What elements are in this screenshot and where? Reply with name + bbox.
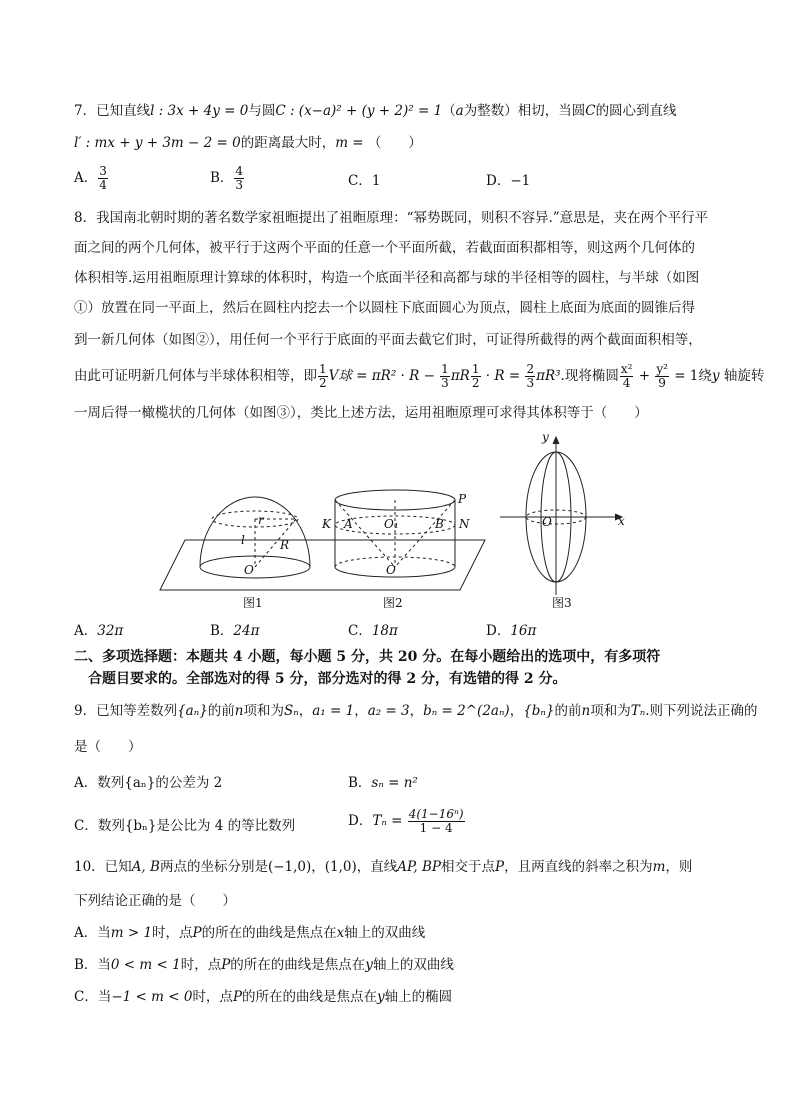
q7-text: 的圆心到直线 [595,103,677,119]
option-value: −1 [510,173,531,189]
q7-text: （ [442,103,456,119]
q9-math: Sₙ [284,703,299,719]
q10-math: m > 1 [110,925,153,941]
q7-line-l: l : 3x + 4y = 0 [150,103,249,119]
q8-line-4: ①）放置在同一平面上，然后在圆柱内挖去一个以圆柱下底面圆心为顶点，圆柱上底面为底面的圆锥后得 [74,300,695,316]
q7-var-m: m [335,135,349,151]
q10-math: 0 < m < 1 [110,957,181,973]
denominator: 1 − 4 [419,821,453,835]
q10-math: A, B [131,859,160,875]
q8-math: πR [450,368,470,384]
fig2-label-N: N [459,517,470,531]
option-value: 16π [510,623,537,639]
q10-text: 相交于点 [440,859,495,875]
q9-text: ， [298,703,313,719]
q10-math: P [232,989,243,1005]
fig3-caption: 图3 [552,596,572,610]
numerator: y² [656,362,668,376]
q7-stem-line2 [74,133,422,153]
fig2-label-A: A [344,517,353,531]
q10-option-b[interactable] [74,955,454,975]
q10-text: 时，点 [152,925,193,941]
denominator: 3 [526,376,535,390]
q8-line-3: 体积相等.运用祖暅原理计算球的体积时，构造一个底面半径和高都与球的半径相等的圆柱，与半球（如图 [74,270,700,286]
fig2-label-P: P [458,492,467,506]
q10-text: A．当 [74,925,111,941]
option-label: A． [74,170,98,186]
fig1-caption: 图1 [243,596,263,610]
q8-line-5: 到一新几何体（如图②），用任何一个平行于底面的平面去截它们时，可证得所截得的两个截面面积相等， [74,332,702,348]
q9-math: n [581,703,591,719]
fig1-hemisphere [200,497,310,578]
numerator: 1 [441,362,449,376]
option-label: D． [486,623,511,639]
numerator: 1 [319,362,327,376]
q8-line-7: 一周后得一橄榄状的几何体（如图③），类比上述方法，运用祖暅原理可求得其体积等于（ ） [74,405,648,421]
q9-math: a₂ = 3 [367,703,410,719]
q10-text: 的所在的曲线是焦点在 [242,989,378,1005]
q7-stem-line1 [74,101,677,121]
q8-text: 轴旋转 [719,368,765,384]
denominator: 2 [471,376,480,390]
q8-line-6 [74,362,764,390]
q10-text: 两点的坐标分别是 [159,859,268,875]
denominator: 4 [622,376,631,390]
q8-math: · R = [481,368,525,384]
q10-math: P [221,957,231,973]
q10-option-a[interactable] [74,923,425,943]
q10-text: B．当 [74,957,111,973]
q7-text: 7．已知直线 [74,103,151,119]
q9-text: ， [509,703,524,719]
option-label: B． [210,170,234,186]
q8-option-a[interactable] [74,621,123,641]
q9-math: bₙ = 2^(2aₙ) [423,703,510,719]
q8-text: 由此可证明新几何体与半球体积相等，即 [74,368,317,384]
q10-math: y [365,957,373,973]
base-plane [160,540,485,590]
option-value: 32π [97,623,124,639]
numerator: 4 [235,164,244,178]
q10-text: ，则 [665,859,693,875]
q9-math: {aₙ} [177,703,208,719]
q9-option-c[interactable]: C．数列{bₙ}是公比为 4 的等比数列 [74,818,296,834]
fraction [471,363,481,390]
q10-text: 时，点 [192,989,233,1005]
q7-option-a[interactable] [74,165,109,192]
numerator: x² [620,362,633,376]
q9-text: 的前 [554,703,582,719]
option-label: B． [210,623,234,639]
q9-text: .则下列说法正确的 [645,703,758,719]
q8-math: = πR² · R − [351,368,440,384]
q10-math: y [377,989,385,1005]
q9-math: {bₙ} [523,703,555,719]
q9-text: 9．已知等差数列 [74,703,178,719]
q10-math: −1 < m < 0 [111,989,193,1005]
fraction [318,363,328,390]
fig2-label-O1: O₁ [384,517,399,531]
q8-option-d[interactable] [486,621,536,641]
q8-line-2: 面之间的两个几何体，被平行于这两个平面的任意一个平面所截，若截面面积都相等，则这两个几何体的 [74,240,695,256]
numerator: 2 [526,362,535,376]
q10-math: P [494,859,505,875]
option-label: A． [74,623,98,639]
q7-option-b[interactable] [210,165,245,192]
q9-text: ， [354,703,368,719]
q9-option-a[interactable]: A．数列{aₙ}的公差为 2 [74,775,223,791]
fig2-label-O: O [386,563,396,577]
denominator: 3 [441,376,449,390]
fraction [525,363,535,390]
q10-text: 轴上的双曲线 [372,957,454,973]
q10-text: ， [311,859,325,875]
option-value: 18π [371,623,398,639]
numerator: 3 [99,164,107,178]
q8-line-1: 8．我国南北朝时期的著名数学家祖暅提出了祖暅原理：“幂势既同，则积不容异.”意思是，夹在两个平行平 [74,210,709,226]
q9-option-d[interactable] [348,808,466,835]
q10-text: 10．已知 [74,859,132,875]
q10-math: (1,0) [324,859,357,875]
q10-math: AP, BP [397,859,441,875]
fraction [440,363,450,390]
q9-math: n [234,703,244,719]
option-value: Tₙ = [372,813,407,829]
q8-math: + [634,368,655,384]
q10-math: (−1,0) [267,859,312,875]
q8-volume: V球 [328,368,352,384]
option-label: D． [348,813,373,829]
q8-text: 现将椭圆 [564,368,619,384]
option-label: D． [486,173,511,189]
fig2-label-B: B [435,517,444,531]
q7-line-l-prime: l′ : mx + y + 3m − 2 = 0 [74,135,241,151]
q10-stem-line1 [74,857,692,877]
q10-text: 轴上的椭圆 [384,989,453,1005]
numerator: 1 [471,362,480,376]
q9-stem-line1 [74,701,757,721]
fig3-label-O: O [542,515,552,529]
q8-text: = 1绕 [669,368,712,384]
q10-option-c[interactable] [74,987,452,1007]
q7-option-c[interactable] [348,171,380,191]
fig3-ellipsoid [500,437,622,595]
q9-text: ， [409,703,424,719]
option-value: 1 [371,173,381,189]
q9-math: Tₙ [630,703,646,719]
q8-var-y: y [711,368,720,384]
denominator: 9 [658,376,666,390]
fraction [408,808,465,835]
fraction [620,363,634,390]
denominator: 4 [99,178,107,192]
q9-option-b[interactable] [348,773,418,793]
numerator: 4(1−16ⁿ) [408,807,464,821]
q8-math: πR³. [536,368,565,384]
fig1-label-O: O [244,563,254,577]
q10-math: m [652,859,666,875]
fig1-label-l: l [241,533,245,547]
option-label: C． [348,623,372,639]
section2-heading-line1: 二、多项选择题：本题共 4 小题，每小题 5 分，共 20 分。在每小题给出的选项中，有多项符 [74,649,661,665]
q7-var-c: C [585,103,596,119]
section2-heading-line2: 合题目要求的。全部选对的得 5 分，部分选对的得 2 分，有选错的得 2 分。 [88,671,567,687]
option-value: sₙ = n² [371,775,418,791]
option-label: C． [348,173,372,189]
q9-text: 的前 [207,703,235,719]
q10-text: 轴上的双曲线 [344,925,426,941]
q9-math: a₁ = 1 [312,703,355,719]
q7-option-d[interactable] [486,171,530,191]
fig2-caption: 图2 [383,596,403,610]
fig3-label-y: y [542,430,549,444]
q10-text: ，且两直线的斜率之积为 [504,859,653,875]
q8-option-c[interactable] [348,621,398,641]
q9-text: 项和为 [243,703,284,719]
q9-text: 项和为 [590,703,631,719]
q7-circle-c: C : (x−a)² + (y + 2)² = 1 [275,103,443,119]
q10-math: P [192,925,202,941]
q10-text: 的所在的曲线是焦点在 [201,925,337,941]
fraction [655,363,669,390]
q7-text: 的距离最大时， [240,135,336,151]
option-label: B． [348,775,372,791]
q10-text: 的所在的曲线是焦点在 [230,957,366,973]
q10-math: x [336,925,345,941]
fig1-label-R: R [280,538,290,552]
option-value: 24π [233,623,260,639]
fig1-label-r: r [258,513,264,527]
fraction [234,165,244,192]
q10-stem-line2: 下列结论正确的是（ ） [74,893,236,909]
q10-text: C．当 [74,989,112,1005]
q7-text: 为整数）相切，当圆 [463,103,586,119]
q7-var-a: a [455,103,464,119]
denominator: 2 [319,376,327,390]
fig3-label-x: x [618,514,625,528]
q7-text: = （ ） [348,135,422,151]
denominator: 3 [235,178,244,192]
fraction [98,165,108,192]
q9-stem-line2: 是（ ） [74,739,142,755]
fig2-label-K: K [322,517,331,531]
q7-text: 与圆 [248,103,276,119]
q10-text: 时，点 [180,957,222,973]
q8-option-b[interactable] [210,621,259,641]
q10-text: ，直线 [356,859,398,875]
